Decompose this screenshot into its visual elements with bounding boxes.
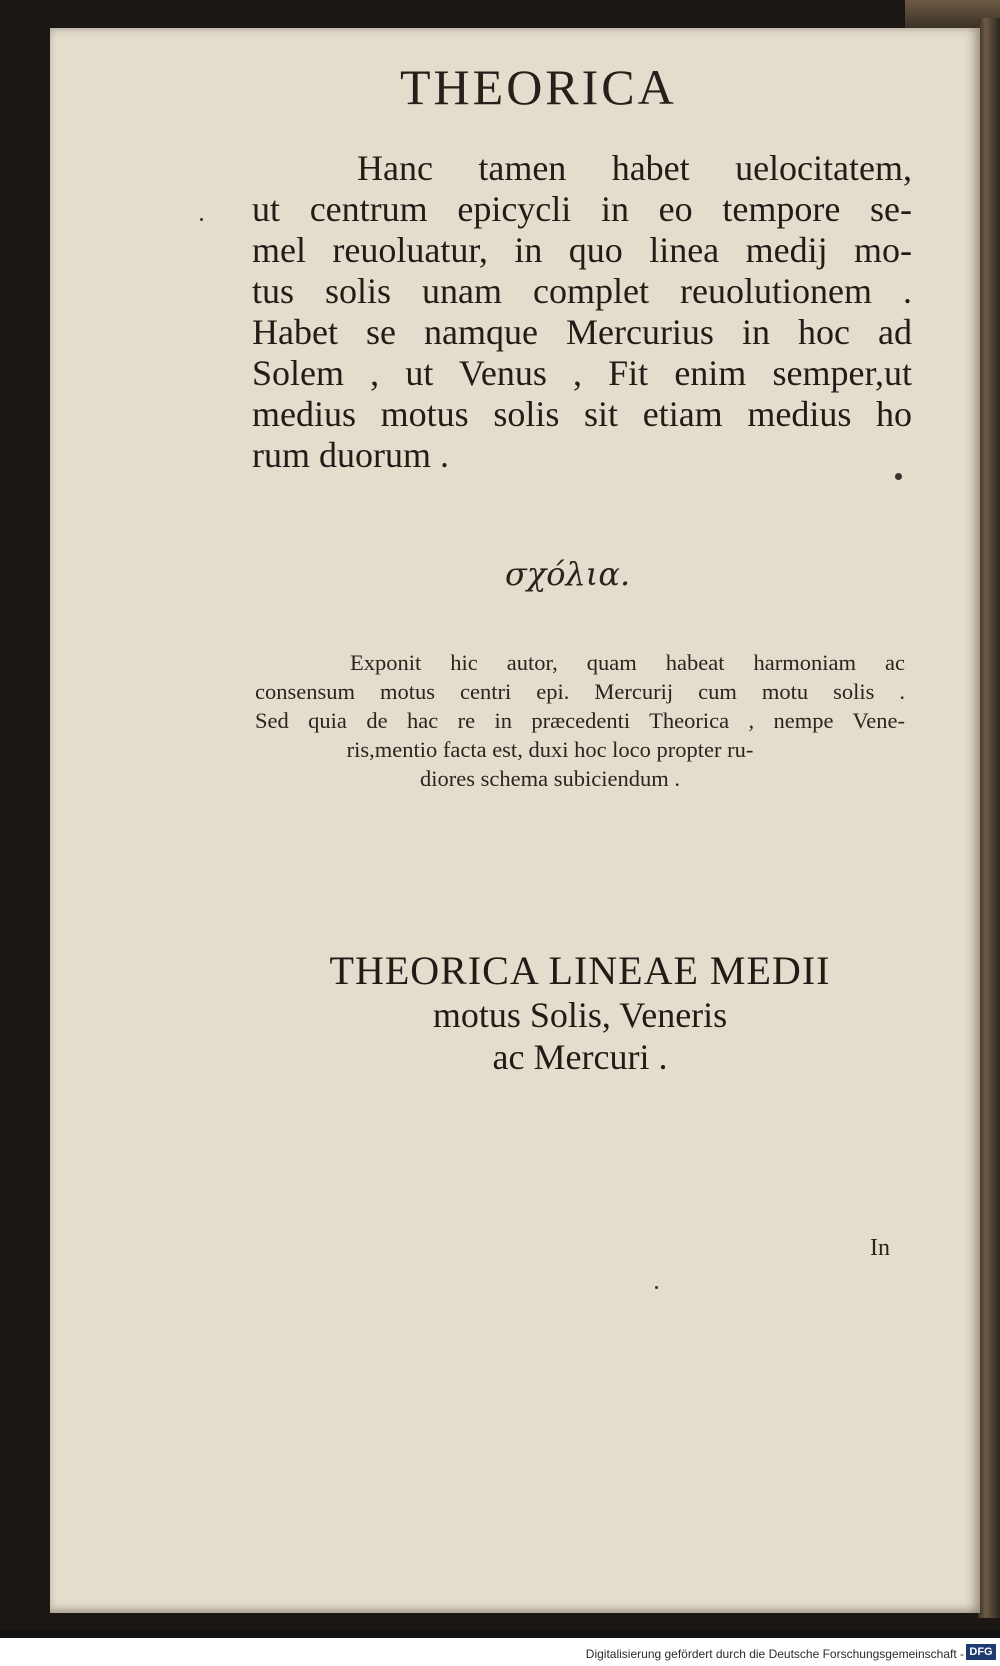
digitization-footer bbox=[0, 1638, 1000, 1666]
text-line: medius motus solis sit etiam medius ho bbox=[252, 394, 912, 434]
running-head: THEORICA bbox=[400, 59, 677, 115]
section-title-line: motus Solis, Veneris bbox=[432, 995, 728, 1035]
catchword: In bbox=[870, 1235, 890, 1261]
ink-speck bbox=[655, 1286, 658, 1289]
text-line: Solem , ut Venus , Fit enim semper,ut bbox=[252, 353, 912, 393]
text-line: Habet se namque Mercurius in hoc ad bbox=[252, 312, 912, 352]
scholia-heading: σχόλια. bbox=[505, 555, 631, 593]
scholia-line: Exponit hic autor, quam habeat harmoniam ac bbox=[350, 650, 905, 675]
dfg-logo: DFG bbox=[966, 1644, 996, 1660]
text-line: ut centrum epicycli in eo tempore se- bbox=[252, 189, 912, 229]
scholia-line: diores schema subiciendum . bbox=[420, 766, 680, 791]
funding-credit: Digitalisierung gefördert durch die Deutsche Forschungsgemeinschaft - bbox=[585, 1647, 964, 1661]
main-text-block bbox=[252, 148, 912, 476]
book-fore-edge bbox=[978, 18, 1000, 1618]
section-title-line: THEORICA LINEAE MEDII bbox=[329, 948, 831, 993]
scholia-block bbox=[255, 648, 905, 793]
scholia-line: Sed quia de hac re in præcedenti Theorica , nempe Vene- bbox=[255, 708, 905, 733]
text-line: tus solis unam complet reuolutionem . bbox=[252, 271, 912, 311]
scholia-line: consensum motus centri epi. Mercurij cum motu solis . bbox=[255, 679, 905, 704]
text-line: Hanc tamen habet uelocitatem, bbox=[357, 148, 912, 188]
text-line: mel reuoluatur, in quo linea medij mo- bbox=[252, 230, 912, 270]
section-title-line: ac Mercuri . bbox=[492, 1037, 668, 1077]
ink-speck bbox=[200, 218, 203, 221]
text-line: rum duorum . bbox=[252, 435, 449, 475]
scholia-line: ris,mentio facta est, duxi hoc loco propter ru- bbox=[346, 737, 754, 762]
section-title bbox=[280, 948, 880, 1078]
